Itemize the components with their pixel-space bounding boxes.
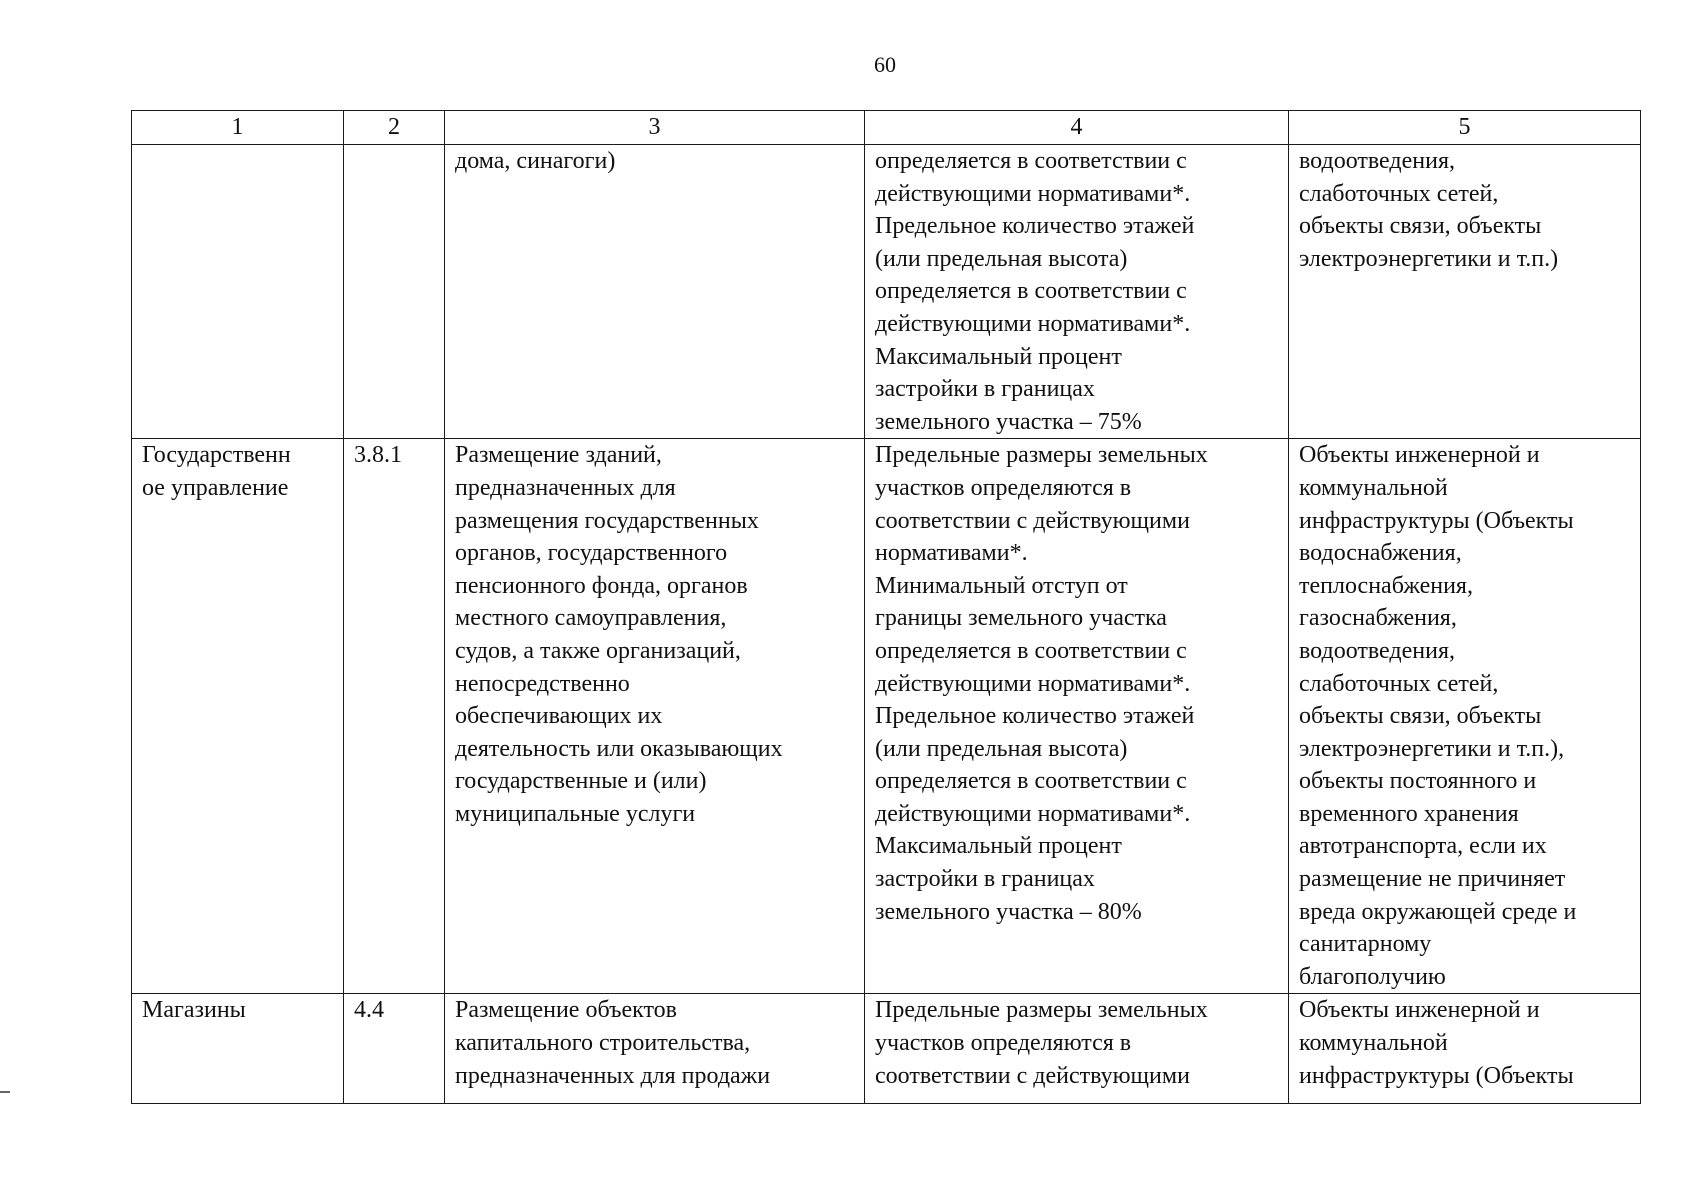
column-header-1: 1 xyxy=(132,111,344,145)
use-name-cell xyxy=(132,439,344,994)
use-parameters: определяется в соответствии с действующими нормативами*. Предельное количество этажей (или предельная высота) определяется в соответствии с действующими нормативами*. Максимальный процент застройки в границах земельного участка – 75% xyxy=(875,148,1195,435)
auxiliary-uses: Объекты инженерной и коммунальной инфраструктуры (Объекты водоснабжения, теплоснабжения, газоснабжения, водоотведения, слаботочных сетей, объекты связи, объекты электроэнергетики и т.п.), объекты постоянного и временного хранения автотранспорта, если их размещение не причиняет вреда окружающей среде и санитарному благополучию xyxy=(1299,442,1577,990)
description-cell xyxy=(445,439,865,994)
use-description: Размещение объектов капитального строительства, предназначенных для продажи xyxy=(455,997,771,1089)
auxiliary-cell xyxy=(1289,439,1641,994)
use-description: Размещение зданий, предназначенных для размещения государственных органов, государственного пенсионного фонда, органов местного самоуправления, судов, а также организаций, непосредственно обеспечивающих их деятельность или оказывающих государственные и (или) муниципальные услуги xyxy=(455,442,783,827)
table-row xyxy=(132,439,1641,994)
use-code-cell xyxy=(344,439,445,994)
auxiliary-cell xyxy=(1289,145,1641,439)
table-row xyxy=(132,994,1641,1104)
use-code-cell xyxy=(344,994,445,1104)
auxiliary-uses: водоотведения, слаботочных сетей, объекты связи, объекты электроэнергетики и т.п.) xyxy=(1299,148,1559,272)
margin-mark xyxy=(0,1091,10,1093)
use-code-cell xyxy=(344,145,445,439)
use-name-cell xyxy=(132,145,344,439)
description-cell xyxy=(445,145,865,439)
header-row xyxy=(132,111,1641,145)
use-code: 3.8.1 xyxy=(354,442,402,469)
use-description: дома, синагоги) xyxy=(455,148,616,174)
column-header-3: 3 xyxy=(445,111,865,145)
use-name-cell xyxy=(132,994,344,1104)
parameters-cell xyxy=(865,994,1289,1104)
zoning-table xyxy=(131,110,1641,1104)
column-header-5: 5 xyxy=(1289,111,1641,145)
use-parameters: Предельные размеры земельных участков определяются в соответствии с действующими xyxy=(875,997,1208,1089)
auxiliary-uses: Объекты инженерной и коммунальной инфраструктуры (Объекты xyxy=(1299,997,1574,1089)
column-header-2: 2 xyxy=(344,111,445,145)
use-code: 4.4 xyxy=(354,997,384,1024)
page-number: 60 xyxy=(874,52,896,77)
table-row xyxy=(132,145,1641,439)
use-name: Государственн ое управление xyxy=(142,442,291,501)
use-name: Магазины xyxy=(142,997,246,1024)
auxiliary-cell xyxy=(1289,994,1641,1104)
parameters-cell xyxy=(865,145,1289,439)
parameters-cell xyxy=(865,439,1289,994)
column-header-4: 4 xyxy=(865,111,1289,145)
use-parameters: Предельные размеры земельных участков определяются в соответствии с действующими нормативами*. Минимальный отступ от границы земельного участка определяется в соответствии с действующими нормативами*. Предельное количество этажей (или предельная высота) определяется в соответствии с действующими нормативами*. Максимальный процент застройки в границах земельного участка – 80% xyxy=(875,442,1208,925)
description-cell xyxy=(445,994,865,1104)
